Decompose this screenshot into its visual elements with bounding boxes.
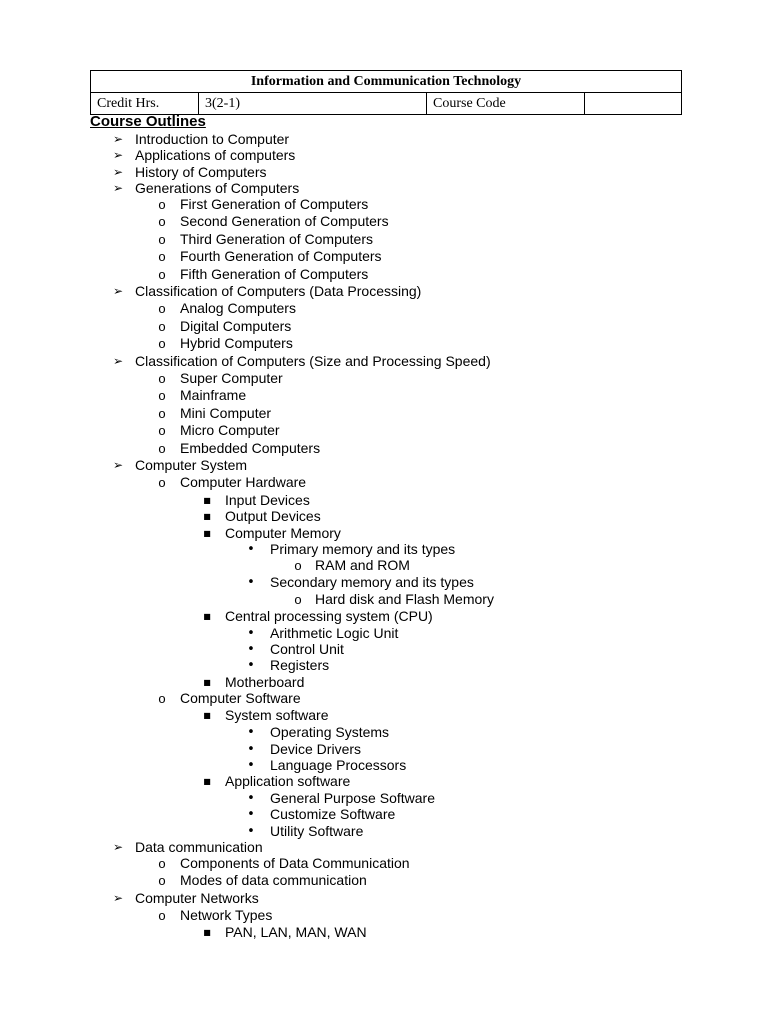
outline-item-text: Computer Memory [225,525,341,541]
arrow-bullet-icon: ➢ [112,284,124,298]
outline-item-text: Central processing system (CPU) [225,608,433,624]
credit-hours-value: 3(2-1) [199,93,427,115]
outline-item-text: Registers [270,657,330,673]
outline-item-text: Components of Data Communication [180,855,410,871]
dot-bullet-icon: • [247,626,255,641]
outline-item-text: System software [225,707,329,723]
outline-item-text: Computer System [135,457,248,473]
outline-item-text: Super Computer [180,370,283,386]
outline-item-text: Network Types [180,907,273,923]
outline-item-text: Fourth Generation of Computers [180,248,382,264]
dot-bullet-icon: • [247,575,255,590]
dot-bullet-icon: • [247,542,255,557]
outline-item-text: Micro Computer [180,422,280,438]
outline-item-text: Customize Software [270,806,396,822]
outline-item-text: Third Generation of Computers [180,231,373,247]
circle-bullet-icon: o [158,441,166,456]
circle-bullet-icon: o [158,856,166,871]
circle-bullet-icon: o [158,406,166,421]
circle-bullet-icon: o [158,249,166,264]
outline-item-text: Mainframe [180,387,247,403]
circle-bullet-icon: o [158,388,166,403]
outline-item-text: Classification of Computers (Size and Processing Speed) [135,353,491,369]
dot-bullet-icon: • [247,791,255,806]
dot-bullet-icon: • [247,642,255,657]
outline-item-text: Fifth Generation of Computers [180,266,369,282]
circle-bullet-icon: o [294,592,302,607]
circle-bullet-icon: o [158,232,166,247]
arrow-bullet-icon: ➢ [112,132,124,146]
circle-bullet-icon: o [158,336,166,351]
outline-item-text: Arithmetic Logic Unit [270,625,399,641]
square-bullet-icon: ■ [203,777,211,786]
arrow-bullet-icon: ➢ [112,840,124,854]
credit-hours-label: Credit Hrs. [91,93,199,115]
square-bullet-icon: ■ [203,928,211,937]
circle-bullet-icon: o [158,371,166,386]
outline-item-text: Mini Computer [180,405,272,421]
square-bullet-icon: ■ [203,512,211,521]
arrow-bullet-icon: ➢ [112,458,124,472]
dot-bullet-icon: • [247,658,255,673]
course-title: Information and Communication Technology [91,71,682,93]
arrow-bullet-icon: ➢ [112,181,124,195]
outline-item-text: Hybrid Computers [180,335,293,351]
circle-bullet-icon: o [158,908,166,923]
outline-item-text: Data communication [135,839,263,855]
square-bullet-icon: ■ [203,711,211,720]
outline-item-text: PAN, LAN, MAN, WAN [225,924,367,940]
arrow-bullet-icon: ➢ [112,891,124,905]
outline-item-text: RAM and ROM [315,557,410,573]
outline-item-text: Analog Computers [180,300,296,316]
outline-item-text: Introduction to Computer [135,131,290,147]
dot-bullet-icon: • [247,807,255,822]
dot-bullet-icon: • [247,758,255,773]
outline-item-text: General Purpose Software [270,790,435,806]
dot-bullet-icon: • [247,742,255,757]
outline-item-text: Modes of data communication [180,872,367,888]
circle-bullet-icon: o [158,267,166,282]
dot-bullet-icon: • [247,725,255,740]
outline-item-text: Application software [225,773,351,789]
outline-item-text: Utility Software [270,823,364,839]
circle-bullet-icon: o [158,691,166,706]
outline-item-text: Output Devices [225,508,321,524]
outline-item-text: Secondary memory and its types [270,574,474,590]
course-header-table [90,70,682,115]
outline-item-text: Applications of computers [135,147,296,163]
circle-bullet-icon: o [158,301,166,316]
outline-item-text: Control Unit [270,641,344,657]
outline-item-text: Second Generation of Computers [180,213,389,229]
circle-bullet-icon: o [158,423,166,438]
square-bullet-icon: ■ [203,529,211,538]
course-outlines-heading: Course Outlines [90,113,206,130]
outline-item-text: Primary memory and its types [270,541,456,557]
outline-item-text: Classification of Computers (Data Processing) [135,283,422,299]
outline-item-text: Embedded Computers [180,440,321,456]
outline-item-text: First Generation of Computers [180,196,369,212]
outline-item-text: Language Processors [270,757,407,773]
square-bullet-icon: ■ [203,496,211,505]
outline-item-text: Digital Computers [180,318,292,334]
arrow-bullet-icon: ➢ [112,148,124,162]
circle-bullet-icon: o [158,319,166,334]
arrow-bullet-icon: ➢ [112,165,124,179]
course-code-label: Course Code [427,93,585,115]
outline-item-text: History of Computers [135,164,267,180]
outline-item-text: Device Drivers [270,741,362,757]
circle-bullet-icon: o [294,558,302,573]
square-bullet-icon: ■ [203,612,211,621]
circle-bullet-icon: o [158,873,166,888]
outline-item-text: Hard disk and Flash Memory [315,591,494,607]
outline-item-text: Generations of Computers [135,180,300,196]
outline-item-text: Input Devices [225,492,310,508]
arrow-bullet-icon: ➢ [112,354,124,368]
outline-item-text: Computer Networks [135,890,259,906]
outline-item-text: Motherboard [225,674,305,690]
outline-item-text: Computer Software [180,690,301,706]
circle-bullet-icon: o [158,214,166,229]
outline-item-text: Operating Systems [270,724,390,740]
circle-bullet-icon: o [158,475,166,490]
outline-item-text: Computer Hardware [180,474,307,490]
square-bullet-icon: ■ [203,678,211,687]
dot-bullet-icon: • [247,824,255,839]
course-code-value [585,93,682,115]
circle-bullet-icon: o [158,197,166,212]
